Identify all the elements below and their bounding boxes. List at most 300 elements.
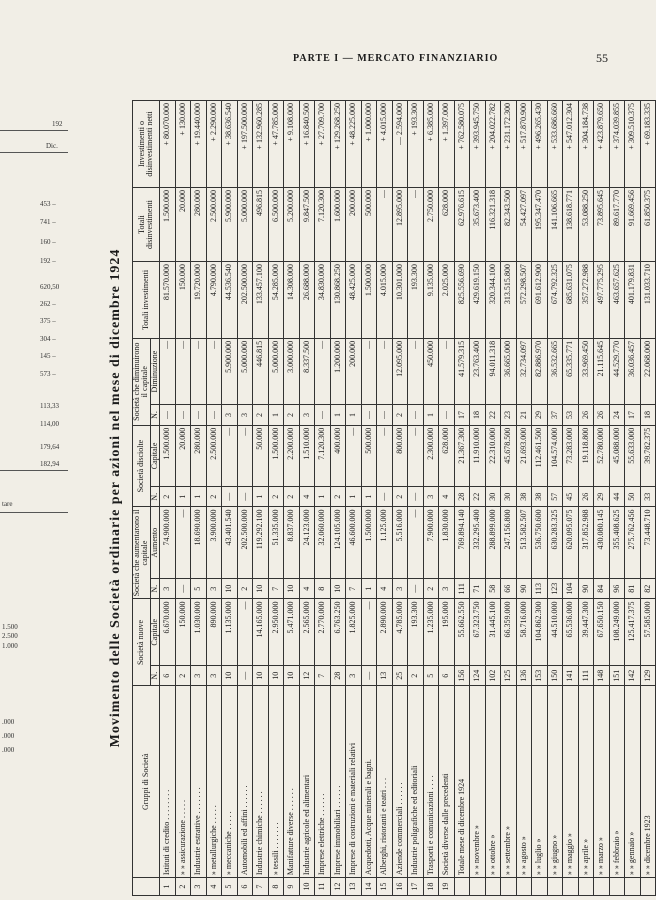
group-label: » metallurgiche . . . . . (206, 686, 222, 878)
cell-h: — (361, 405, 377, 425)
total-label: » » luglio » (532, 686, 548, 878)
total-cell-j: 572.298.507 (516, 262, 532, 339)
total-cell-k: 195.347.470 (532, 188, 548, 262)
cell-i: — (439, 338, 455, 404)
cell-c: 2 (237, 579, 253, 599)
cell-d: 202.500.000 (237, 507, 253, 579)
group-label: Istituti di credito . . . . . . . . (160, 686, 176, 878)
group-label: Imprese di costruzioni e materiali relativi (346, 686, 362, 878)
total-cell-h: 37 (547, 405, 563, 425)
strip-rule (0, 470, 68, 471)
table-row (222, 101, 238, 896)
total-cell-l: + 304.184.738 (578, 101, 594, 188)
total-cell-h: 29 (532, 405, 548, 425)
total-cell-c: 71 (470, 579, 486, 599)
strip-value: 192 – (40, 257, 56, 265)
cell-e: 2 (330, 487, 346, 507)
total-cell-k: 54.427.097 (516, 188, 532, 262)
cell-k: 280.000 (191, 188, 207, 262)
cell-e: 4 (439, 487, 455, 507)
total-cell-k: 73.895.645 (594, 188, 610, 262)
cell-a: 2 (408, 665, 424, 685)
total-cell-e: 44 (609, 487, 625, 507)
total-cell-h: 22 (485, 405, 501, 425)
total-cell-b: 55.662.550 (454, 599, 470, 665)
cell-b: 890.000 (206, 599, 222, 665)
strip-value: 453 – (40, 200, 56, 208)
cell-d: — (175, 507, 191, 579)
cell-l: + 16.840.500 (299, 101, 315, 188)
cell-h: — (160, 405, 176, 425)
cell-i: — (377, 338, 393, 404)
total-cell-b: 44.510.000 (547, 599, 563, 665)
page-number: 55 (596, 51, 608, 65)
cell-b: 6.763.250 (330, 599, 346, 665)
row-number-empty (454, 878, 470, 896)
cell-c: — (408, 579, 424, 599)
row-number: 11 (315, 878, 331, 896)
cell-f: 2.300.000 (423, 425, 439, 486)
cell-i: 200.000 (346, 338, 362, 404)
total-row (594, 101, 610, 896)
total-cell-i: 36.665.000 (501, 338, 517, 404)
cell-j: 1.500.000 (361, 262, 377, 339)
cell-j: 133.457.100 (253, 262, 269, 339)
table-row (392, 101, 408, 896)
cell-l: + 1.397.000 (439, 101, 455, 188)
total-cell-b: 57.585.000 (640, 599, 656, 665)
total-cell-i: 82.886.970 (532, 338, 548, 404)
total-cell-f: 11.910.000 (470, 425, 486, 486)
row-number-empty (485, 878, 501, 896)
total-cell-h: 17 (454, 405, 470, 425)
total-cell-e: 38 (532, 487, 548, 507)
cell-c: 10 (253, 579, 269, 599)
total-cell-h: 18 (640, 405, 656, 425)
cell-j: 4.790.000 (206, 262, 222, 339)
total-cell-l: + 374.039.855 (609, 101, 625, 188)
row-number: 19 (439, 878, 455, 896)
n-header: N. (150, 487, 159, 507)
cell-h: 3 (237, 405, 253, 425)
cell-k: 5.200.000 (284, 188, 300, 262)
total-row (454, 101, 470, 896)
strip-value: 573 – (40, 370, 56, 378)
total-cell-k: 62.976.615 (454, 188, 470, 262)
total-cell-l: + 231.172.300 (501, 101, 517, 188)
total-cell-i: 33.969.450 (578, 338, 594, 404)
total-cell-j: 401.179.831 (625, 262, 641, 339)
total-cell-c: 113 (532, 579, 548, 599)
total-cell-b: 67.323.750 (470, 599, 486, 665)
total-cell-d: 536.750.600 (532, 507, 548, 579)
cell-a: 3 (346, 665, 362, 685)
total-cell-k: 35.673.400 (470, 188, 486, 262)
cell-l: + 48.225.000 (346, 101, 362, 188)
group-label: Acquedotti, Acque minerali e bagni. (361, 686, 377, 878)
total-cell-f: 112.461.500 (532, 425, 548, 486)
cell-d: 51.335.000 (268, 507, 284, 579)
cell-d: 1.500.000 (361, 507, 377, 579)
cell-h: 3 (222, 405, 238, 425)
cell-a: 25 (392, 665, 408, 685)
strip-value: 2.500 (2, 632, 18, 640)
table-row (330, 101, 346, 896)
total-row (485, 101, 501, 896)
total-cell-e: 33 (640, 487, 656, 507)
total-cell-b: 108.249.000 (609, 599, 625, 665)
cell-e: 1 (175, 487, 191, 507)
cell-i: — (175, 338, 191, 404)
total-cell-f: 19.118.800 (578, 425, 594, 486)
total-cell-d: 513.582.507 (516, 507, 532, 579)
cell-b: 4.785.000 (392, 599, 408, 665)
strip-value: 375 – (40, 317, 56, 325)
cell-i: — (191, 338, 207, 404)
capital-header: Capitale (150, 425, 159, 486)
cell-k: 9.847.500 (299, 188, 315, 262)
cell-a: 12 (299, 665, 315, 685)
cell-b: 193.300 (408, 599, 424, 665)
total-cell-i: 41.579.315 (454, 338, 470, 404)
cell-a: 10 (253, 665, 269, 685)
total-cell-k: 61.850.375 (640, 188, 656, 262)
cell-c: 10 (284, 579, 300, 599)
header-row-1 (133, 101, 151, 896)
cell-d: 24.123.000 (299, 507, 315, 579)
row-number-empty (501, 878, 517, 896)
cell-h: 1 (346, 405, 362, 425)
cell-k: 6.500.000 (268, 188, 284, 262)
cell-i: 450.000 (423, 338, 439, 404)
total-cell-c: 82 (640, 579, 656, 599)
cell-e: — (377, 487, 393, 507)
row-number: 14 (361, 878, 377, 896)
cell-j: 81.570.000 (160, 262, 176, 339)
cell-k: — (377, 188, 393, 262)
cell-c: 4 (377, 579, 393, 599)
cell-f: 50.000 (253, 425, 269, 486)
row-number-header (133, 878, 160, 896)
table-row (160, 101, 176, 896)
cell-a: 3 (206, 665, 222, 685)
cell-f: 400.000 (330, 425, 346, 486)
total-cell-c: 96 (609, 579, 625, 599)
cell-h: — (408, 405, 424, 425)
cell-f: 628.000 (439, 425, 455, 486)
total-cell-e: 26 (578, 487, 594, 507)
cell-h: — (377, 405, 393, 425)
cell-e: 2 (206, 487, 222, 507)
cell-a: — (237, 665, 253, 685)
cell-f: 1.500.000 (160, 425, 176, 486)
row-number: 6 (237, 878, 253, 896)
total-cell-b: 39.447.300 (578, 599, 594, 665)
total-cell-b: 66.359.000 (501, 599, 517, 665)
cell-c: 2 (423, 579, 439, 599)
row-number: 15 (377, 878, 393, 896)
cell-a: 10 (222, 665, 238, 685)
total-cell-b: 104.862.300 (532, 599, 548, 665)
total-cell-a: 153 (532, 665, 548, 685)
decrease-amount-header: Diminuzione (150, 338, 159, 404)
table-row (175, 101, 191, 896)
cell-f: — (346, 425, 362, 486)
cell-l: + 2.290.000 (206, 101, 222, 188)
total-row (547, 101, 563, 896)
total-cell-i: 94.011.318 (485, 338, 501, 404)
total-investments-header: Totali investimenti (133, 262, 160, 339)
strip-value: 182,94 (40, 460, 60, 468)
table-row (191, 101, 207, 896)
total-cell-l: + 69.183.335 (640, 101, 656, 188)
row-number-empty (578, 878, 594, 896)
table-row (377, 101, 393, 896)
group-label: Imprese immobiliari . . . . . . (330, 686, 346, 878)
total-cell-l: + 423.879.650 (594, 101, 610, 188)
total-cell-c: 90 (578, 579, 594, 599)
cell-b: 2.770.000 (315, 599, 331, 665)
cell-d: 1.830.000 (439, 507, 455, 579)
cell-e: 1 (361, 487, 377, 507)
total-cell-l: + 204.022.782 (485, 101, 501, 188)
total-cell-h: 26 (578, 405, 594, 425)
cell-k: 2.500.000 (206, 188, 222, 262)
cell-c: 3 (206, 579, 222, 599)
row-number: 5 (222, 878, 238, 896)
total-cell-k: 138.618.771 (563, 188, 579, 262)
total-cell-d: 430.080.145 (594, 507, 610, 579)
row-number-empty (547, 878, 563, 896)
cell-h: 1 (268, 405, 284, 425)
cell-j: 2.025.000 (439, 262, 455, 339)
row-number-empty (640, 878, 656, 896)
total-cell-i: 65.335.771 (563, 338, 579, 404)
cell-b: 2.950.000 (268, 599, 284, 665)
cell-e: — (222, 487, 238, 507)
cell-f: 1.510.000 (299, 425, 315, 486)
total-cell-f: 45.088.000 (609, 425, 625, 486)
total-cell-a: 142 (625, 665, 641, 685)
net-header: Investimenti o disinvestimenti netti (133, 101, 160, 188)
strip-label: Dic. (46, 142, 58, 150)
total-cell-k: 82.343.500 (501, 188, 517, 262)
row-number-empty (470, 878, 486, 896)
group-label: Automobili ed affini . . . . . . (237, 686, 253, 878)
total-cell-a: 136 (516, 665, 532, 685)
cell-l: + 27.709.700 (315, 101, 331, 188)
total-cell-j: 320.344.100 (485, 262, 501, 339)
cell-j: 130.868.250 (330, 262, 346, 339)
cell-e: 4 (299, 487, 315, 507)
total-cell-c: 58 (485, 579, 501, 599)
total-cell-a: 141 (563, 665, 579, 685)
n-header: N. (150, 665, 159, 685)
cell-i: 5.000.000 (268, 338, 284, 404)
cell-j: 9.135.000 (423, 262, 439, 339)
total-cell-k: 89.617.770 (609, 188, 625, 262)
cell-a: 10 (268, 665, 284, 685)
total-cell-e: 29 (594, 487, 610, 507)
running-title: PARTE I — MERCATO FINANZIARIO (293, 53, 499, 64)
group-label: » » assicurazione . . . . . (175, 686, 191, 878)
total-cell-i: 22.068.000 (640, 338, 656, 404)
cell-e: 2 (160, 487, 176, 507)
n-header: N. (150, 579, 159, 599)
total-cell-j: 497.775.295 (594, 262, 610, 339)
decrease-header: Società che diminuirono il capitale (133, 338, 151, 425)
cell-c: 8 (315, 579, 331, 599)
total-cell-f: 21.693.000 (516, 425, 532, 486)
cell-k: 1.600.000 (330, 188, 346, 262)
cell-h: — (315, 405, 331, 425)
cell-i: — (361, 338, 377, 404)
cell-l: — 2.594.000 (392, 101, 408, 188)
cell-f: 1.500.000 (268, 425, 284, 486)
group-label: » meccaniche . . . . . (222, 686, 238, 878)
row-number-empty (532, 878, 548, 896)
row-number: 13 (346, 878, 362, 896)
total-cell-c: 90 (516, 579, 532, 599)
cell-d: 74.900.000 (160, 507, 176, 579)
cell-j: 48.425.000 (346, 262, 362, 339)
cell-i: 12.095.000 (392, 338, 408, 404)
movement-table (132, 100, 656, 896)
cell-e: 3 (423, 487, 439, 507)
strip-value: tare (2, 500, 13, 508)
cell-f: — (237, 425, 253, 486)
cell-a: 28 (330, 665, 346, 685)
cell-j: 4.015.000 (377, 262, 393, 339)
group-label: Industrie agricole ed alimentari (299, 686, 315, 878)
cell-e: 2 (284, 487, 300, 507)
cell-d: 124.105.000 (330, 507, 346, 579)
strip-value: 113,33 (40, 402, 59, 410)
cell-a: 13 (377, 665, 393, 685)
total-cell-e: 22 (470, 487, 486, 507)
cell-a: 6 (439, 665, 455, 685)
total-cell-c: 123 (547, 579, 563, 599)
cell-i: — (206, 338, 222, 404)
total-cell-a: 125 (501, 665, 517, 685)
strip-value: .000 (2, 746, 15, 754)
total-cell-j: 463.657.625 (609, 262, 625, 339)
strip-value: 620,50 (40, 283, 60, 291)
total-cell-i: 23.763.400 (470, 338, 486, 404)
table-row (299, 101, 315, 896)
total-cell-e: 30 (485, 487, 501, 507)
cell-c: 3 (439, 579, 455, 599)
group-header: Gruppi di Società (133, 686, 160, 878)
total-cell-d: 247.156.800 (501, 507, 517, 579)
cell-h: 3 (299, 405, 315, 425)
cell-l: + 38.636.540 (222, 101, 238, 188)
row-number: 3 (191, 878, 207, 896)
strip-value: 262 – (40, 300, 56, 308)
table-row (439, 101, 455, 896)
cell-h: 2 (253, 405, 269, 425)
cell-a: 6 (160, 665, 176, 685)
cell-d: 3.900.000 (206, 507, 222, 579)
table-row (423, 101, 439, 896)
cell-d: 32.060.000 (315, 507, 331, 579)
cell-b: — (237, 599, 253, 665)
total-cell-f: 22.310.000 (485, 425, 501, 486)
cell-k: 20.000 (175, 188, 191, 262)
cell-c: 3 (392, 579, 408, 599)
row-number-empty (625, 878, 641, 896)
cell-e: — (408, 487, 424, 507)
strip-label: 192 (52, 120, 63, 128)
cell-h: 2 (392, 405, 408, 425)
cell-b: 6.670.000 (160, 599, 176, 665)
total-row (625, 101, 641, 896)
total-cell-i: 32.734.097 (516, 338, 532, 404)
total-row (516, 101, 532, 896)
total-label: » » marzo » (594, 686, 610, 878)
cell-l: + 132.960.285 (253, 101, 269, 188)
total-cell-h: 17 (625, 405, 641, 425)
cell-f: — (408, 425, 424, 486)
cell-l: + 197.500.000 (237, 101, 253, 188)
total-cell-d: 275.762.456 (625, 507, 641, 579)
total-row (578, 101, 594, 896)
table-row (346, 101, 362, 896)
cell-h: 2 (284, 405, 300, 425)
strip-value: 179,64 (40, 443, 60, 451)
group-label: Aziende commerciali . . . . . . (392, 686, 408, 878)
cell-i: — (408, 338, 424, 404)
cell-b: 5.471.000 (284, 599, 300, 665)
total-cell-l: + 762.580.075 (454, 101, 470, 188)
total-cell-d: 630.283.325 (547, 507, 563, 579)
cell-c: 5 (191, 579, 207, 599)
cell-b: 150.000 (175, 599, 191, 665)
group-label: Industrie chimiche . . . . . . (253, 686, 269, 878)
cell-f: 800.000 (392, 425, 408, 486)
total-cell-a: 150 (547, 665, 563, 685)
cell-j: 14.308.000 (284, 262, 300, 339)
table-row (408, 101, 424, 896)
cell-e: 1 (315, 487, 331, 507)
total-cell-b: 67.650.150 (594, 599, 610, 665)
row-number: 12 (330, 878, 346, 896)
cell-d: 5.516.000 (392, 507, 408, 579)
total-cell-l: + 309.510.375 (625, 101, 641, 188)
row-number: 18 (423, 878, 439, 896)
cell-d: 119.292.100 (253, 507, 269, 579)
cell-a: 5 (423, 665, 439, 685)
cell-l: + 6.385.000 (423, 101, 439, 188)
total-cell-f: 55.633.000 (625, 425, 641, 486)
row-number: 4 (206, 878, 222, 896)
total-cell-b: 58.716.000 (516, 599, 532, 665)
total-label: » » dicembre 1923 (640, 686, 656, 878)
row-number: 1 (160, 878, 176, 896)
cell-c: 1 (361, 579, 377, 599)
cell-e: 2 (268, 487, 284, 507)
total-cell-c: 104 (563, 579, 579, 599)
cell-b: 1.135.000 (222, 599, 238, 665)
cell-l: + 130.000 (175, 101, 191, 188)
total-label: » » maggio » (563, 686, 579, 878)
cell-h: 1 (330, 405, 346, 425)
strip-value: 1.000 (2, 642, 18, 650)
cell-k: 2.750.000 (423, 188, 439, 262)
total-cell-f: 104.574.000 (547, 425, 563, 486)
cell-e: 1 (346, 487, 362, 507)
cell-k: — (408, 188, 424, 262)
